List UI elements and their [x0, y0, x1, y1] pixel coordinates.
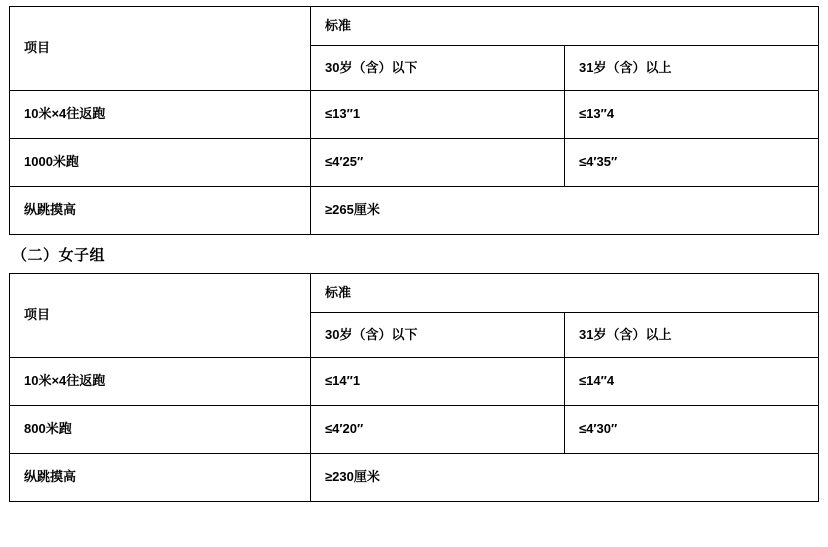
section-heading-women-group: （二）女子组: [12, 247, 106, 264]
table-row: [10, 139, 819, 187]
column-header-age-under30: 30岁（含）以下: [311, 46, 565, 91]
cell-800m-run-over31: ≤4′30″: [565, 406, 819, 454]
table-row: [10, 7, 819, 46]
cell-vertical-jump-all-ages: ≥230厘米: [311, 454, 819, 502]
table-row: [10, 91, 819, 139]
column-header-age-over31: 31岁（含）以上: [565, 313, 819, 358]
cell-1000m-run-under30: ≤4′25″: [311, 139, 565, 187]
row-label-1000m-run: 1000米跑: [10, 139, 311, 187]
column-header-standard: 标准: [311, 274, 819, 313]
column-header-age-over31: 31岁（含）以上: [565, 46, 819, 91]
table-row: [10, 406, 819, 454]
row-label-vertical-jump: 纵跳摸高: [10, 454, 311, 502]
cell-800m-run-under30: ≤4′20″: [311, 406, 565, 454]
column-header-item: 项目: [10, 274, 311, 358]
column-header-item: 项目: [10, 7, 311, 91]
row-label-shuttle-run: 10米×4往返跑: [10, 358, 311, 406]
column-header-age-under30: 30岁（含）以下: [311, 313, 565, 358]
row-label-vertical-jump: 纵跳摸高: [10, 187, 311, 235]
cell-vertical-jump-all-ages: ≥265厘米: [311, 187, 819, 235]
cell-1000m-run-over31: ≤4′35″: [565, 139, 819, 187]
cell-shuttle-run-under30: ≤14″1: [311, 358, 565, 406]
column-header-standard: 标准: [311, 7, 819, 46]
men-table-wrapper: [0, 0, 828, 235]
cell-shuttle-run-over31: ≤13″4: [565, 91, 819, 139]
row-label-800m-run: 800米跑: [10, 406, 311, 454]
table-row: [10, 274, 819, 313]
cell-shuttle-run-over31: ≤14″4: [565, 358, 819, 406]
table-row: [10, 454, 819, 502]
table-row: [10, 358, 819, 406]
women-table-wrapper: [0, 273, 828, 502]
women-standards-table: [9, 273, 819, 502]
table-row: [10, 187, 819, 235]
row-label-shuttle-run: 10米×4往返跑: [10, 91, 311, 139]
men-standards-table: [9, 6, 819, 235]
cell-shuttle-run-under30: ≤13″1: [311, 91, 565, 139]
